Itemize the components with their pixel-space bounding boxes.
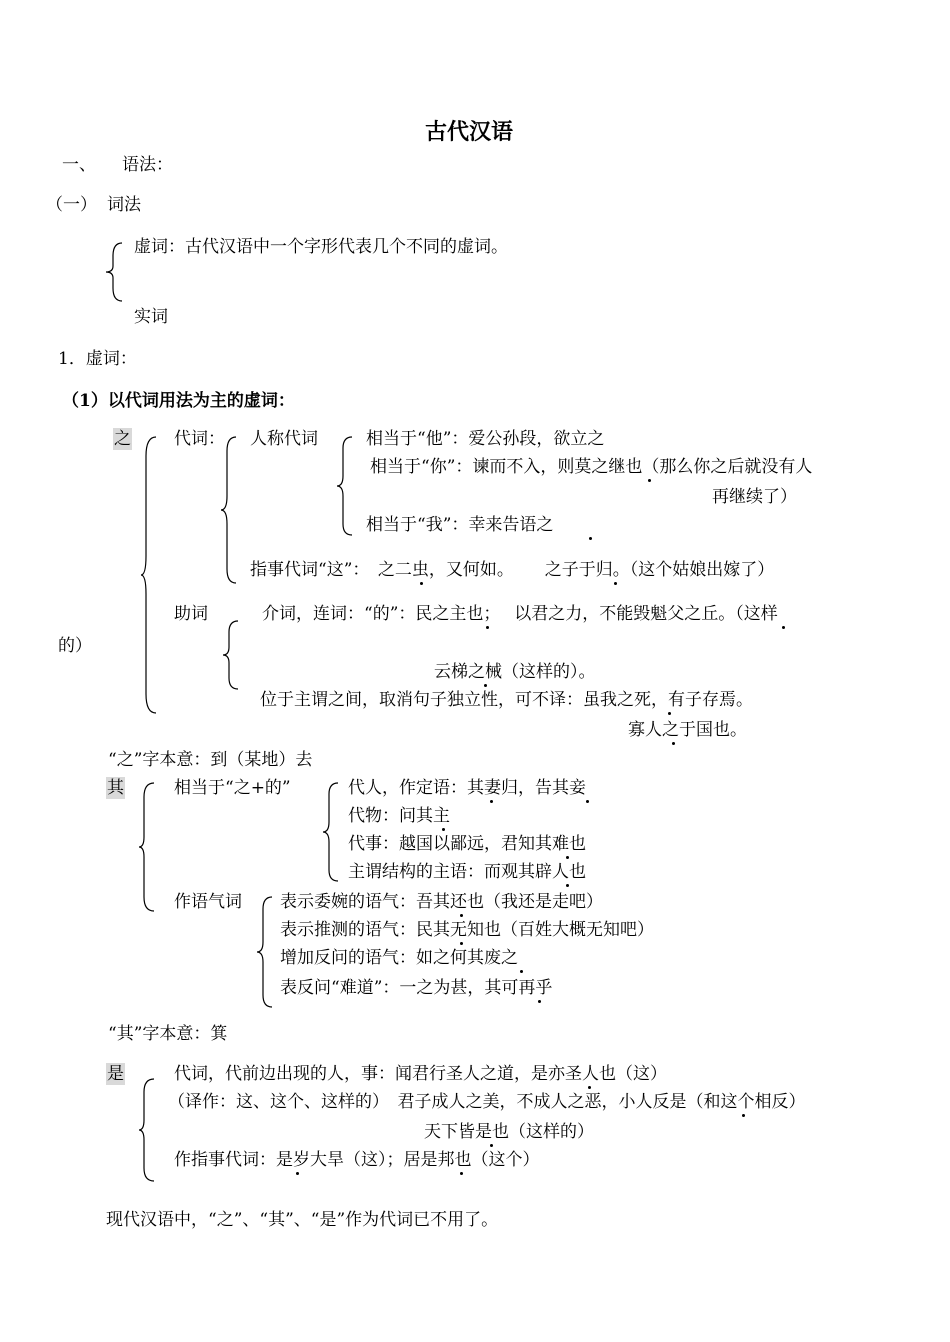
emphasis-dot xyxy=(442,828,445,831)
shi-yizuo-example: （译作：这、这个、这样的） 君子成人之美，不成人之恶，小人反是（和这个相反） xyxy=(168,1092,806,1112)
heading-2-label: 词法 xyxy=(107,195,141,215)
shi-tianxia-example: 天下皆是也（这样的） xyxy=(424,1122,594,1142)
emphasis-dot xyxy=(588,1086,591,1089)
qi-daiwu-example: 代物：问其主 xyxy=(348,806,450,826)
shi-zhishi-example: 作指事代词：是岁大旱（这）；居是邦也（这个） xyxy=(174,1150,540,1170)
conclusion: 现代汉语中，“之”、“其”、“是”作为代词已不用了。 xyxy=(106,1210,499,1230)
zhi-ta-example: 相当于“他”：爱公孙段，欲立之 xyxy=(366,429,605,449)
qi-nandao-example: 表反问“难道”：一之为甚，其可再乎 xyxy=(280,978,553,998)
emphasis-dot xyxy=(668,712,671,715)
heading-1-number: 一、 xyxy=(62,155,96,175)
emphasis-dot xyxy=(589,537,592,540)
heading-2-number: （一） xyxy=(46,195,97,215)
qi-char-label: 其 xyxy=(107,778,124,798)
qi-fanwen-example: 增加反问的语气：如之何其废之 xyxy=(280,948,518,968)
emphasis-dot xyxy=(460,914,463,917)
cifa-brace xyxy=(104,242,124,302)
qi-dairen-example: 代人，作定语：其妻归，告其妾 xyxy=(348,778,586,798)
shici-label: 实词 xyxy=(134,307,168,327)
qi-yuqi-brace xyxy=(256,896,276,1008)
qi-benyi: “其”字本意：箕 xyxy=(108,1024,228,1044)
emphasis-dot xyxy=(648,479,651,482)
zhi-main-brace xyxy=(140,436,160,714)
emphasis-dot xyxy=(538,1000,541,1003)
section-1-1-heading: （1）以代词用法为主的虚词： xyxy=(62,391,295,411)
qi-daishi-example: 代事：越国以鄙远，君知其难也 xyxy=(348,834,586,854)
zhi-char-label: 之 xyxy=(114,429,131,449)
qi-yuqi-label: 作语气词 xyxy=(174,892,242,912)
qi-xiangdang-label: 相当于“之+的” xyxy=(174,778,291,798)
emphasis-dot xyxy=(742,1114,745,1117)
renchen-daici-label: 人称代词 xyxy=(250,429,318,449)
weiyu-example: 位于主谓之间，取消句子独立性，可不译：虽我之死，有子存焉。 xyxy=(260,690,753,710)
renchen-brace xyxy=(336,436,356,536)
zhi-benyi: “之”字本意：到（某地）去 xyxy=(108,750,313,770)
qi-main-brace xyxy=(138,782,158,912)
qi-tuice-example: 表示推测的语气：民其无知也（百姓大概无知吧） xyxy=(280,920,654,940)
zhuci-brace xyxy=(222,620,242,690)
shi-char-label: 是 xyxy=(107,1064,124,1084)
jieci-example-cont: 的） xyxy=(58,636,92,656)
emphasis-dot xyxy=(614,582,617,585)
emphasis-dot xyxy=(586,800,589,803)
zhi-wo-example: 相当于“我”：幸来告语之 xyxy=(366,515,554,535)
emphasis-dot xyxy=(420,582,423,585)
qi-weiwan-example: 表示委婉的语气：吾其还也（我还是走吧） xyxy=(280,892,603,912)
guaren-example: 寡人之于国也。 xyxy=(628,720,747,740)
xuci-definition: 虚词：古代汉语中一个字形代表几个不同的虚词。 xyxy=(134,237,508,257)
qi-daici-brace xyxy=(322,782,342,882)
emphasis-dot xyxy=(672,742,675,745)
zhi-daici-label: 代词： xyxy=(174,429,225,449)
zhi-daici-brace xyxy=(220,436,240,584)
qi-zhuwei-example: 主谓结构的主语：而观其辟人也 xyxy=(348,862,586,882)
page-title: 古代汉语 xyxy=(425,120,514,145)
emphasis-dot xyxy=(296,1172,299,1175)
emphasis-dot xyxy=(486,626,489,629)
zhi-ni-example: 相当于“你”：谏而不入，则莫之继也（那么你之后就没有人 xyxy=(370,457,813,477)
yunti-example: 云梯之械（这样的）。 xyxy=(434,662,596,682)
emphasis-dot xyxy=(460,942,463,945)
jieci-example: 介词，连词：“的”：民之主也； 以君之力，不能毁魁父之丘。（这样 xyxy=(262,604,778,624)
emphasis-dot xyxy=(490,1144,493,1147)
shi-brace xyxy=(138,1078,158,1182)
emphasis-dot xyxy=(460,1172,463,1175)
emphasis-dot xyxy=(484,684,487,687)
zhi-zhuci-label: 助词 xyxy=(174,604,208,624)
emphasis-dot xyxy=(490,800,493,803)
section-1-heading: 1．虚词： xyxy=(58,349,137,369)
zhishi-daici-example: 指事代词“这”： 之二虫，又何如。 之子于归。（这个姑娘出嫁了） xyxy=(250,560,775,580)
emphasis-dot xyxy=(782,626,785,629)
emphasis-dot xyxy=(520,970,523,973)
emphasis-dot xyxy=(566,856,569,859)
shi-daici-example: 代词，代前边出现的人，事：闻君行圣人之道，是亦圣人也（这） xyxy=(174,1064,667,1084)
heading-1-label: 语法： xyxy=(122,155,173,175)
zhi-ni-example-cont: 再继续了） xyxy=(712,487,797,507)
emphasis-dot xyxy=(566,884,569,887)
